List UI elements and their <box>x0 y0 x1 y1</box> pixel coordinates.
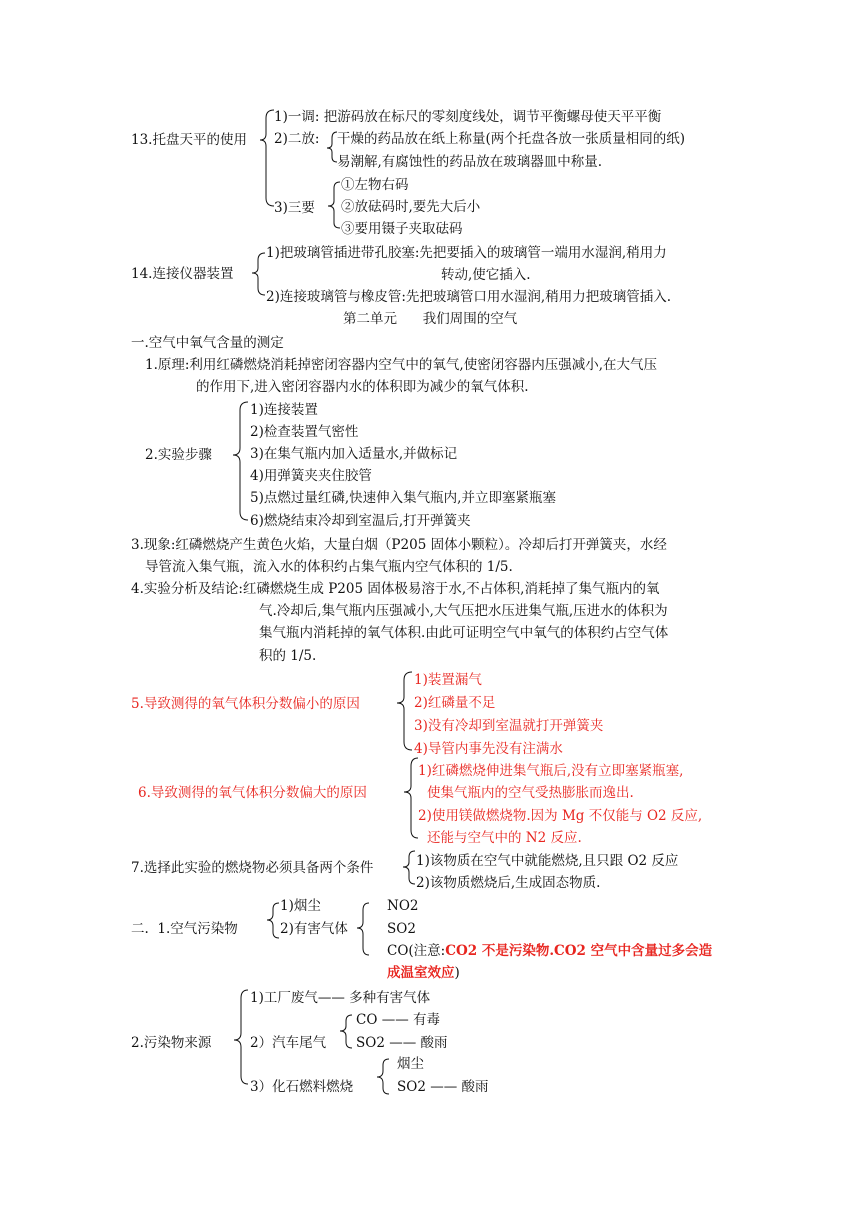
step-3: 3)在集气瓶内加入适量水,并做标记 <box>250 446 458 462</box>
steps-title: 2.实验步骤 <box>145 447 212 463</box>
s14-item-1: 1)把玻璃管插进带孔胶塞:先把要插入的玻璃管一端用水湿润,稍用力 <box>266 245 667 261</box>
phenomenon-line-1: 3.现象:红磷燃烧产生黄色火焰，大量白烟（P205 固体小颗粒）。冷却后打开弹簧夹，水经 <box>131 537 667 553</box>
condition-1: 1)该物质在空气中就能燃烧,且只跟 O2 反应 <box>416 853 679 869</box>
s13-item-3a: ①左物右码 <box>341 177 409 193</box>
condition-2: 2)该物质燃烧后,生成固态物质. <box>416 875 601 891</box>
small-reason-1: 1)装置漏气 <box>414 672 482 688</box>
s14-item-2: 2)连接玻璃管与橡皮管:先把玻璃管口用水湿润,稍用力把玻璃管插入. <box>266 289 671 305</box>
s13-item-3c: ③要用镊子夹取砝码 <box>341 221 463 237</box>
large-reason-2b: 还能与空气中的 N2 反应. <box>427 830 582 846</box>
s14-item-1b: 转动,使它插入. <box>441 267 531 283</box>
pollutants-title: 二. 1.空气污染物 <box>131 921 238 937</box>
section-13-title: 13.托盘天平的使用 <box>131 132 247 148</box>
analysis-line-1: 4.实验分析及结论:红磷燃烧生成 P205 固体极易溶于水,不占体积,消耗掉了集气瓶内的氧 <box>131 581 660 597</box>
small-reason-title: 5.导致测得的氧气体积分数偏小的原因 <box>131 696 360 712</box>
gas-co-note: CO(注意:CO2 不是污染物.CO2 空气中含量过多会造 <box>387 943 713 959</box>
step-6: 6)燃烧结束冷却到室温后,打开弹簧夹 <box>250 513 471 529</box>
s13-item-3: 3)三要 <box>274 200 315 216</box>
source-3: 3）化石燃料燃烧 <box>250 1079 354 1095</box>
principle-line-1: 1.原理:利用红磷燃烧消耗掉密闭容器内空气中的氧气,使密闭容器内压强减小,在大气压 <box>145 357 658 373</box>
step-1: 1)连接装置 <box>250 402 318 418</box>
gas-no2: NO2 <box>387 898 419 914</box>
small-reason-4: 4)导管内事先没有注满水 <box>414 741 563 757</box>
principle-line-2: 的作用下,进入密闭容器内水的体积即为减少的氧气体积. <box>196 379 529 395</box>
source-3b: SO2 —— 酸雨 <box>397 1079 489 1095</box>
step-2: 2)检查装置气密性 <box>250 424 359 440</box>
pollutant-2: 2)有害气体 <box>280 921 348 937</box>
sources-title: 2.污染物来源 <box>131 1035 212 1051</box>
s13-item-2a: 干燥的药品放在纸上称量(两个托盘各放一张质量相同的纸) <box>337 131 686 147</box>
gas-co-note-2: 成温室效应) <box>387 965 460 981</box>
s13-item-1: 1)一调: 把游码放在标尺的零刻度线处，调节平衡螺母使天平平衡 <box>274 109 662 125</box>
gas-so2: SO2 <box>387 921 416 937</box>
step-5: 5)点燃过量红磷,快速伸入集气瓶内,并立即塞紧瓶塞 <box>250 490 556 506</box>
large-reason-2a: 2)使用镁做燃烧物.因为 Mg 不仅能与 O2 反应, <box>418 808 703 824</box>
small-reason-3: 3)没有冷却到室温就打开弹簧夹 <box>414 718 604 734</box>
part-1-title: 一.空气中氧气含量的测定 <box>131 335 284 351</box>
source-1: 1)工厂废气—— 多种有害气体 <box>250 990 431 1006</box>
small-reason-2: 2)红磷量不足 <box>414 695 496 711</box>
conditions-title: 7.选择此实验的燃烧物必须具备两个条件 <box>131 860 374 876</box>
section-14-title: 14.连接仪器装置 <box>131 266 234 282</box>
analysis-line-3: 集气瓶内消耗掉的氧气体积.由此可证明空气中氧气的体积约占空气体 <box>259 625 669 641</box>
pollutant-1: 1)烟尘 <box>280 898 321 914</box>
large-reason-1a: 1)红磷燃烧伸进集气瓶后,没有立即塞紧瓶塞, <box>418 763 684 779</box>
unit-heading: 第二单元 我们周围的空气 <box>343 311 518 327</box>
analysis-line-4: 积的 1/5. <box>259 648 317 664</box>
source-3a: 烟尘 <box>397 1056 424 1072</box>
source-2a: CO —— 有毒 <box>356 1012 440 1028</box>
source-2b: SO2 —— 酸雨 <box>356 1035 448 1051</box>
large-reason-title: 6.导致测得的氧气体积分数偏大的原因 <box>138 785 367 801</box>
analysis-line-2: 气.冷却后,集气瓶内压强减小,大气压把水压进集气瓶,压进水的体积为 <box>259 603 668 619</box>
s13-item-3b: ②放砝码时,要先大后小 <box>341 199 481 215</box>
source-2: 2）汽车尾气 <box>250 1035 327 1051</box>
large-reason-1b: 使集气瓶内的空气受热膨胀而逸出. <box>427 785 634 801</box>
step-4: 4)用弹簧夹夹住胶管 <box>250 468 372 484</box>
s13-item-2b: 易潮解,有腐蚀性的药品放在玻璃器皿中称量. <box>337 154 603 170</box>
s13-item-2: 2)二放: <box>274 131 320 147</box>
phenomenon-line-2: 导管流入集气瓶，流入水的体积约占集气瓶内空气体积的 1/5. <box>145 559 513 575</box>
